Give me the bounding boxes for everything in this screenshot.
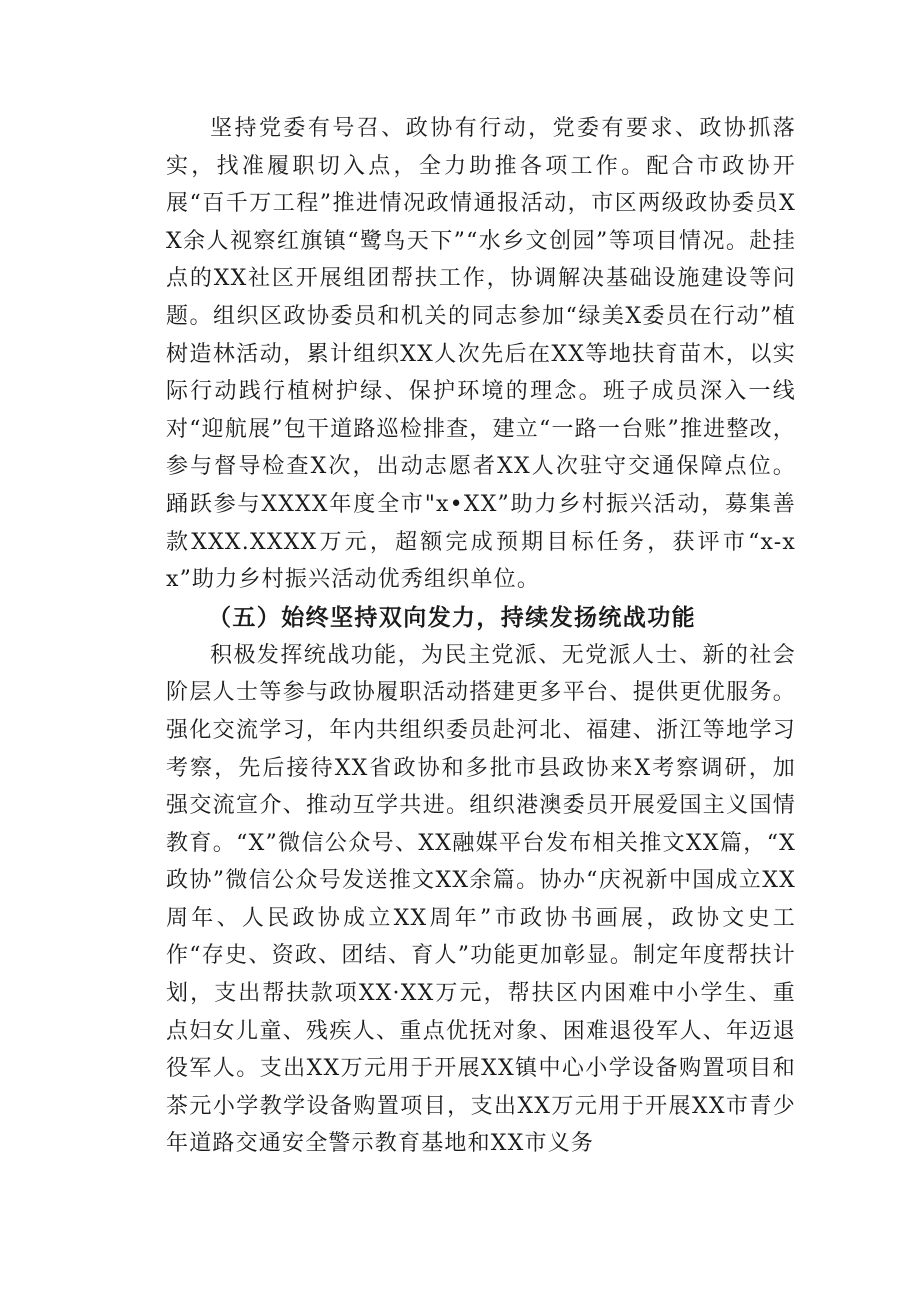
document-page	[166, 110, 796, 1163]
section-heading-5: （五）始终坚持双向发力，持续发扬统战功能	[208, 604, 696, 631]
body-paragraph-2: 积极发挥统战功能，为民主党派、无党派人士、新的社会阶层人士等参与政协履职活动搭建更多平台、提供更优服务。强化交流学习，年内共组织委员赴河北、福建、浙江等地学习考察，先后接待XX省政协和多批市县政协来X考察调研，加强交流宣介、推动互学共进。组织港澳委员开展爱国主义国情教育。“X”微信公众号、XX融媒平台发布相关推文XX篇，“X政协”微信公众号发送推文XX余篇。协办“庆祝新中国成立XX周年、人民政协成立XX周年”市政协书画展，政协文史工作“存史、资政、团结、育人”功能更加彰显。制定年度帮扶计划，支出帮扶款项XX·XX万元，帮扶区内困难中小学生、重点妇女儿童、残疾人、重点优抚对象、困难退役军人、年迈退役军人。支出XX万元用于开展XX镇中心小学设备购置项目和茶元小学教学设备购置项目，支出XX万元用于开展XX市青少年道路交通安全警示教育基地和XX市义务	[166, 642, 796, 1157]
body-paragraph-1: 坚持党委有号召、政协有行动，党委有要求、政协抓落实，找准履职切入点，全力助推各项工作。配合市政协开展“百千万工程”推进情况政情通报活动，市区两级政协委员XX余人视察红旗镇“鹭鸟天下”“水乡文创园”等项目情况。赴挂点的XX社区开展组团帮扶工作，协调解决基础设施建设等问题。组织区政协委员和机关的同志参加“绿美X委员在行动”植树造林活动，累计组织XX人次先后在XX等地扶育苗木，以实际行动践行植树护绿、保护环境的理念。班子成员深入一线对“迎航展”包干道路巡检排查，建立“一路一台账”推进整改，参与督导检查X次，出动志愿者XX人次驻守交通保障点位。踊跃参与XXXX年度全市"x•XX”助力乡村振兴活动，募集善款XXX.XXXX万元，超额完成预期目标任务，获评市“x-xx”助力乡村振兴活动优秀组织单位。	[166, 116, 796, 593]
